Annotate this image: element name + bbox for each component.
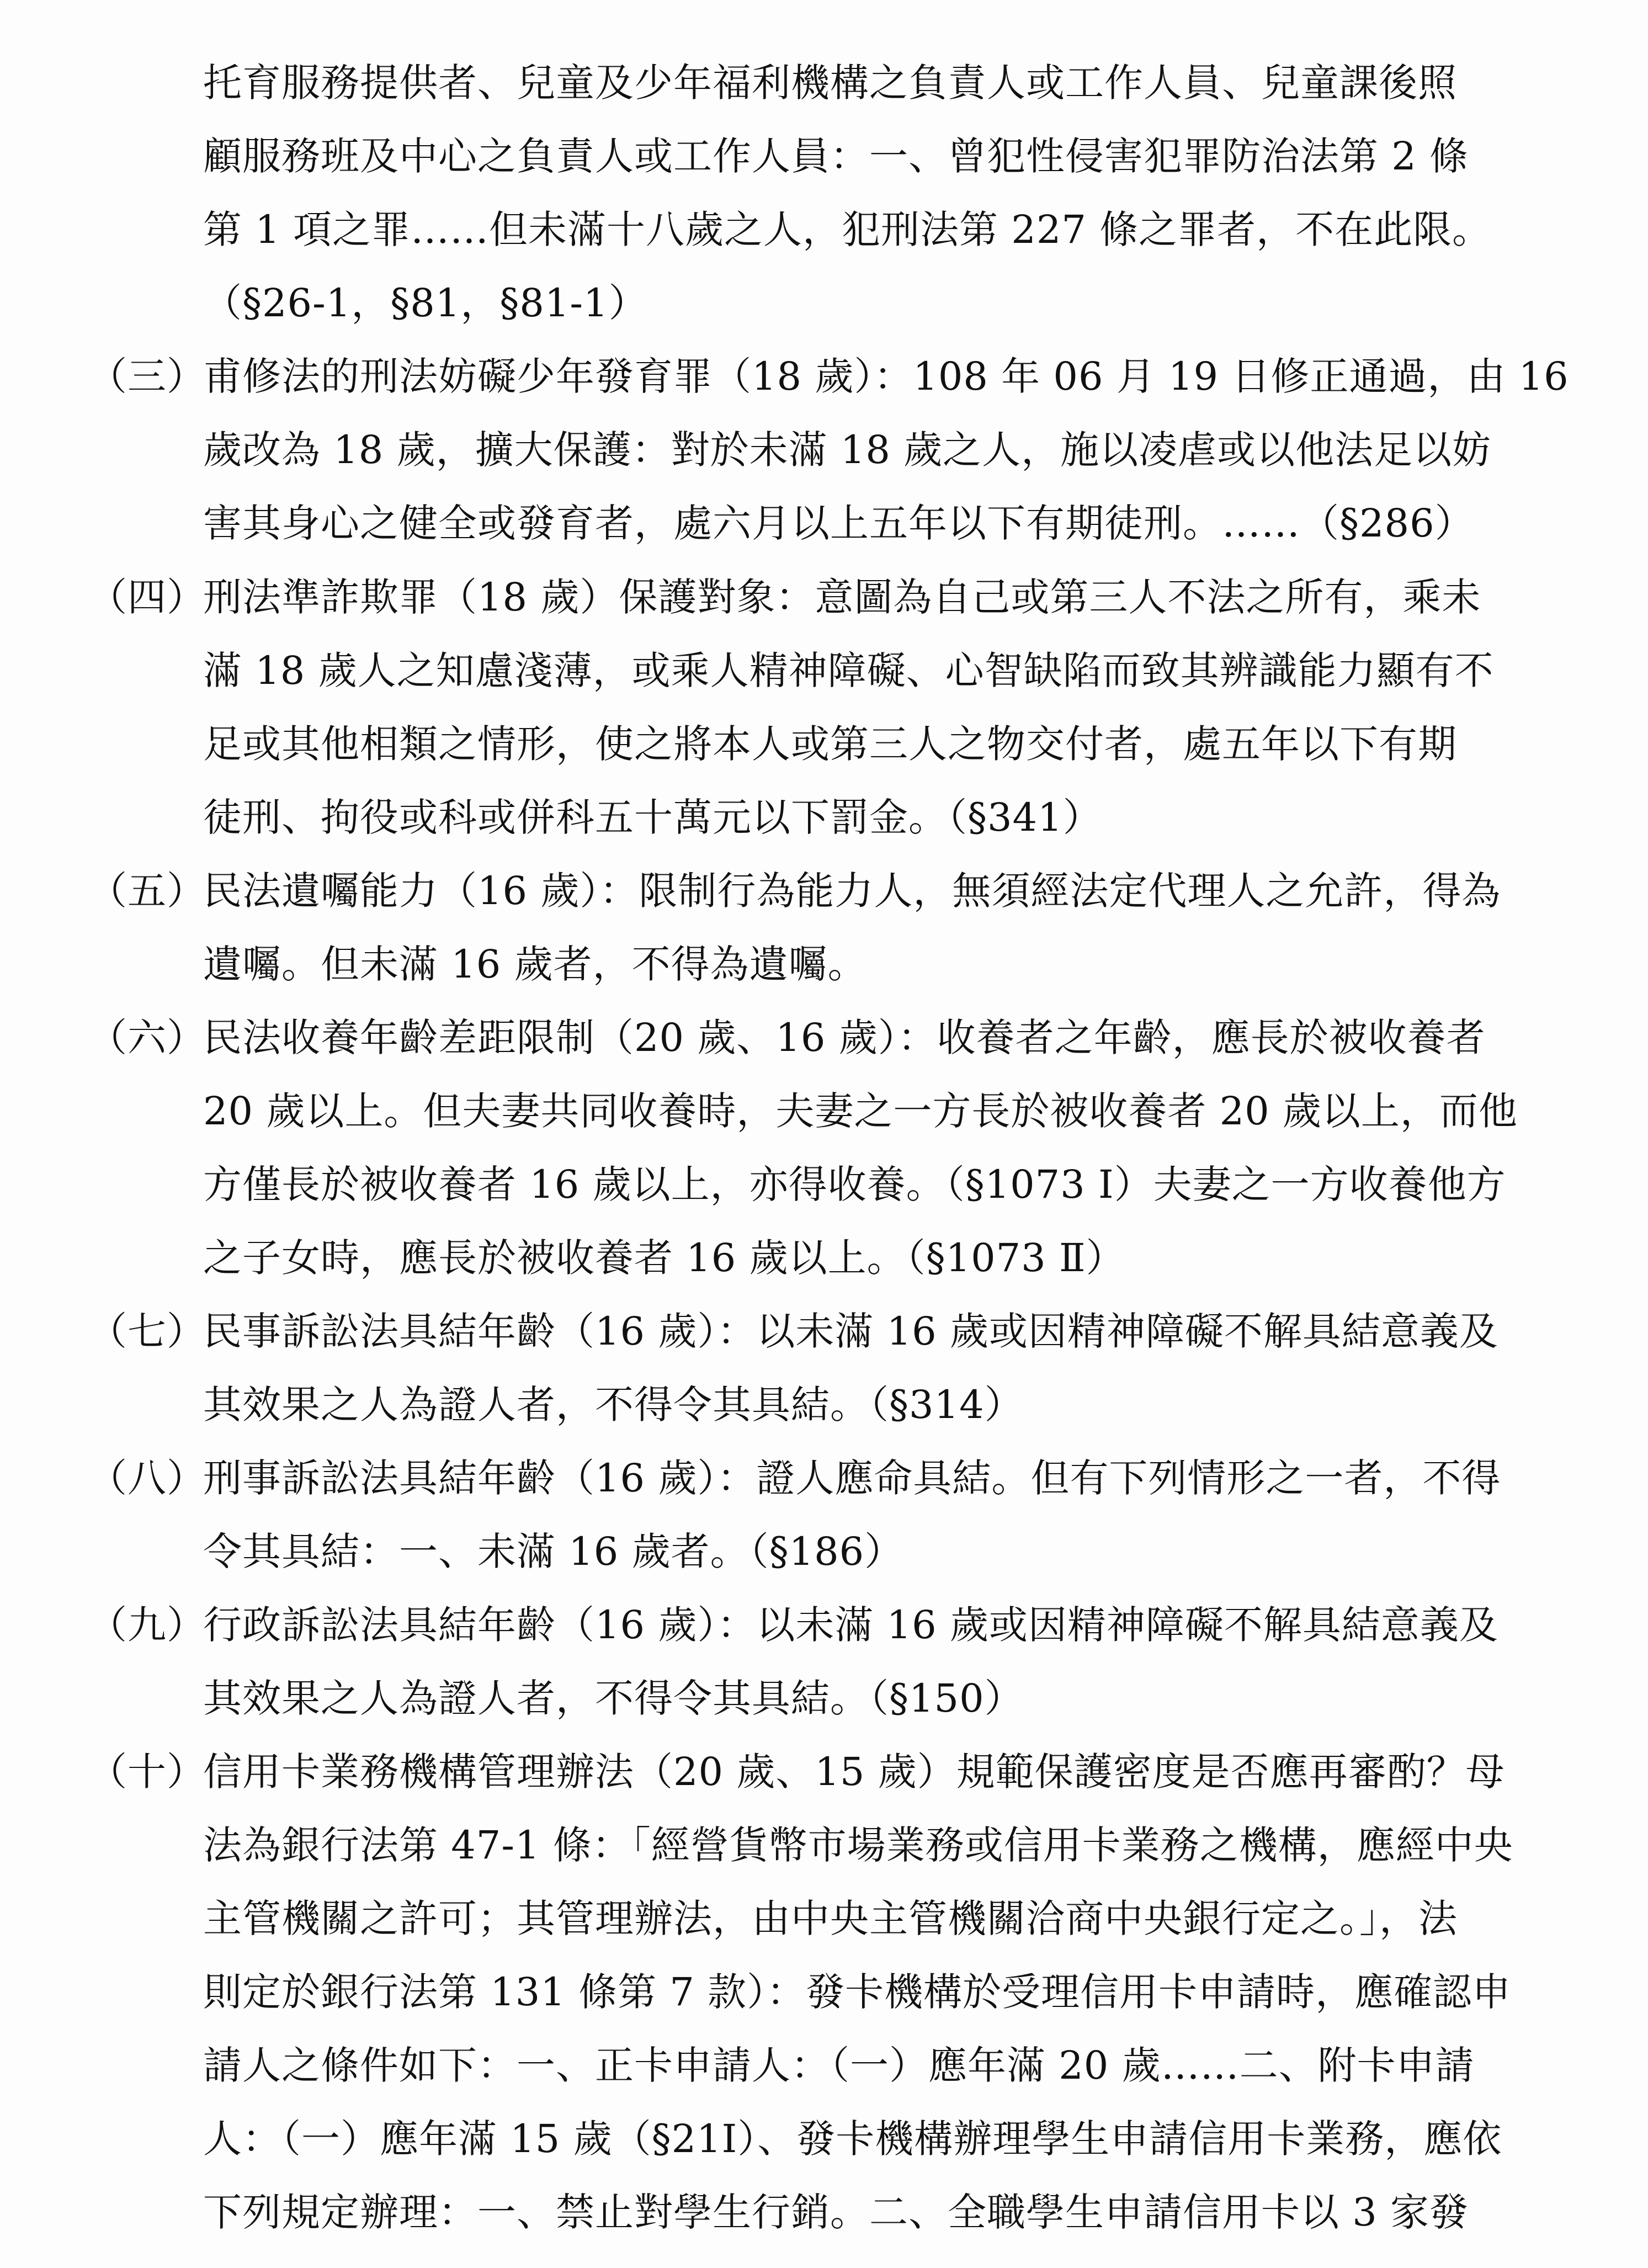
item-marker: （七） [88,1309,206,1354]
item-line: 甫修法的刑法妨礙少年發育罪（18 歲）：108 年 06 月 19 日修正通過，由 16 [203,354,1569,399]
item-line: 法為銀行法第 47-1 條：「經營貨幣市場業務或信用卡業務之機構，應經中央 [203,1823,1513,1868]
item-line: 方僅長於被收養者 16 歲以上，亦得收養。（§1073 Ⅰ）夫妻之一方收養他方 [203,1162,1506,1207]
list-item [88,863,1501,918]
item-marker: （九） [88,1602,206,1648]
item-line: 其效果之人為證人者，不得令其具結。（§150） [203,1676,1024,1721]
item-marker: （十） [88,1749,206,1794]
item-marker: （六） [88,1015,206,1060]
intro-line: 顧服務班及中心之負責人或工作人員：一、曾犯性侵害犯罪防治法第 2 條 [203,134,1469,179]
item-line: 歲改為 18 歲，擴大保護：對於未滿 18 歲之人，施以凌虐或以他法足以妨 [203,427,1492,472]
item-line: 令其具結：一、未滿 16 歲者。（§186） [203,1529,904,1574]
item-line: 主管機關之許可；其管理辦法，由中央主管機關洽商中央銀行定之。」，法 [203,1896,1458,1941]
item-line: 下列規定辦理：一、禁止對學生行銷。二、全職學生申請信用卡以 3 家發 [203,2190,1469,2235]
list-item [88,1010,1486,1065]
item-line: 20 歲以上。但夫妻共同收養時，夫妻之一方長於被收養者 20 歲以上，而他 [203,1088,1518,1134]
item-line: 民事訴訟法具結年齡（16 歲）：以未滿 16 歲或因精神障礙不解具結意義及 [203,1309,1498,1354]
item-line: 刑事訴訟法具結年齡（16 歲）：證人應命具結。但有下列情形之一者，不得 [203,1456,1501,1501]
item-line: 遺囑。但未滿 16 歲者，不得為遺囑。 [203,942,867,987]
item-line: 之子女時，應長於被收養者 16 歲以上。（§1073 Ⅱ） [203,1235,1125,1281]
item-line: 徒刑、拘役或科或併科五十萬元以下罰金。（§341） [203,795,1102,840]
item-line: 人：（一）應年滿 15 歲（§21Ⅰ）、發卡機構辦理學生申請信用卡業務，應依 [203,2116,1502,2161]
item-line: 刑法準詐欺罪（18 歲）保護對象：意圖為自己或第三人不法之所有，乘未 [203,575,1481,620]
list-item [88,1597,1498,1653]
list-item [88,1304,1498,1359]
intro-line: 托育服務提供者、兒童及少年福利機構之負責人或工作人員、兒童課後照 [203,60,1457,105]
item-marker: （五） [88,868,206,913]
intro-line: 第 1 項之罪……但未滿十八歲之人，犯刑法第 227 條之罪者，不在此限。 [203,207,1492,252]
item-marker: （四） [88,575,206,620]
item-line: 滿 18 歲人之知慮淺薄，或乘人精神障礙、心智缺陷而致其辨識能力顯有不 [203,648,1494,693]
item-line: 民法收養年齡差距限制（20 歲、16 歲）：收養者之年齡，應長於被收養者 [203,1015,1486,1060]
item-line: 請人之條件如下：一、正卡申請人：（一）應年滿 20 歲……二、附卡申請 [203,2043,1475,2088]
item-line: 害其身心之健全或發育者，處六月以上五年以下有期徒刑。……（§286） [203,501,1474,546]
item-marker: （八） [88,1456,206,1501]
list-item [88,1451,1501,1506]
item-line: 則定於銀行法第 131 條第 7 款）：發卡機構於受理信用卡申請時，應確認申 [203,1969,1512,2015]
item-marker: （三） [88,354,206,399]
item-line: 信用卡業務機構管理辦法（20 歲、15 歲）規範保護密度是否應再審酌？母 [203,1749,1505,1794]
item-line: 行政訴訟法具結年齡（16 歲）：以未滿 16 歲或因精神障礙不解具結意義及 [203,1602,1498,1648]
intro-line: （§26-1，§81，§81-1） [203,280,648,326]
item-line: 足或其他相類之情形，使之將本人或第三人之物交付者，處五年以下有期 [203,721,1457,767]
list-item [88,1744,1505,1799]
list-item [88,570,1481,625]
list-item [88,349,1569,404]
item-line: 民法遺囑能力（16 歲）：限制行為能力人，無須經法定代理人之允許，得為 [203,868,1501,913]
item-line: 其效果之人為證人者，不得令其具結。（§314） [203,1382,1024,1427]
